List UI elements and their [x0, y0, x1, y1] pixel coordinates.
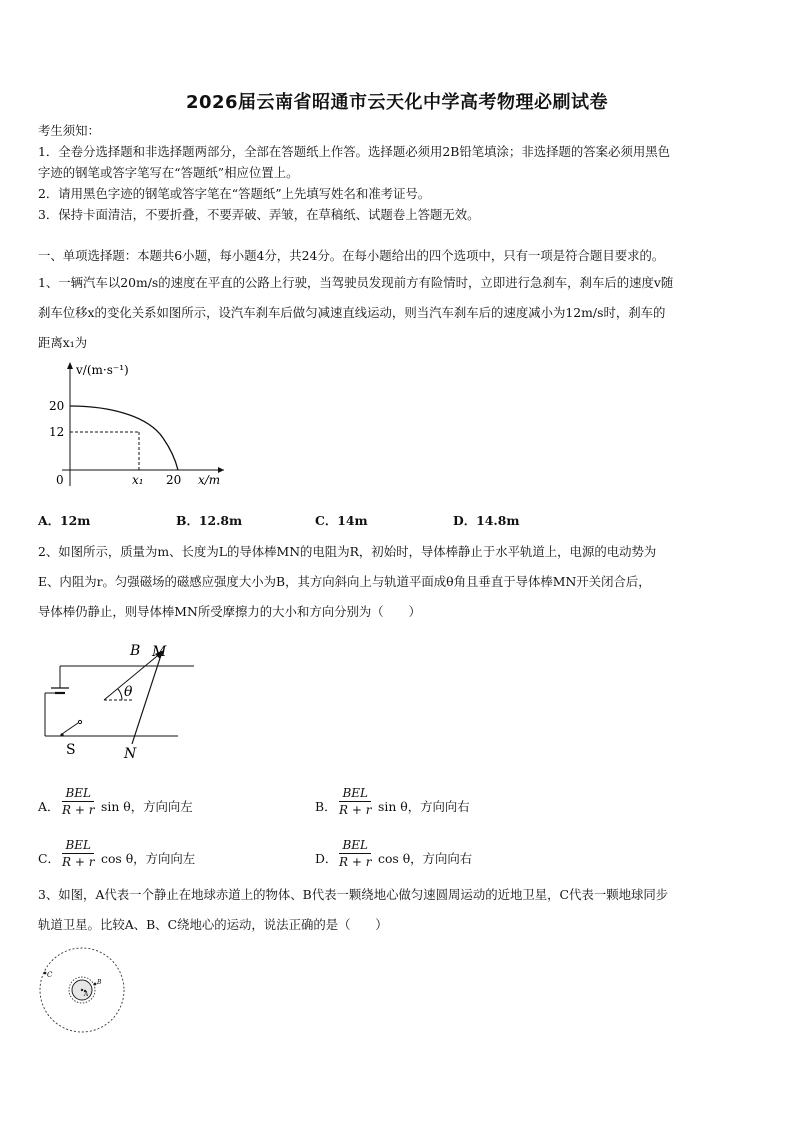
q2-option-b-fraction [339, 785, 371, 818]
q2-option-d-text: cos θ，方向向右 [378, 851, 473, 866]
q2-option-b-letter[interactable]: B． [315, 799, 337, 814]
label-m: M [152, 644, 167, 660]
q2-circuit-figure [38, 640, 208, 765]
notice-item: 1．全卷分选择题和非选择题两部分，全部在答题纸上作答。选择题必须用2B铅笔填涂；非选择题的答案必须用黑色 [38, 144, 671, 159]
fraction-denominator: R + r [62, 855, 95, 869]
label-b: B [97, 979, 102, 986]
q1-text: 距离x₁为 [38, 335, 88, 350]
q2-option-a-text: sin θ，方向向左 [101, 799, 193, 814]
section-heading: 一、单项选择题：本题共6小题，每小题4分，共24分。在每小题给出的四个选项中，只有一项是符合题目要求的。 [38, 248, 665, 263]
fraction-numerator: BEL [339, 785, 371, 802]
graph-ylabel: v/(m·s⁻¹) [76, 363, 129, 377]
q2-option-c-letter[interactable]: C． [38, 851, 60, 866]
fraction-numerator: BEL [339, 837, 371, 854]
label-a: A [84, 991, 89, 998]
earth-center [81, 989, 83, 991]
q2-option-c-text: cos θ，方向向左 [101, 851, 196, 866]
q1-option-a[interactable]: A．12m [38, 513, 91, 528]
label-s: S [66, 742, 76, 758]
satellite-c [44, 972, 47, 975]
q2-text: 导体棒仍静止，则导体棒MN所受摩擦力的大小和方向分别为（ ） [38, 604, 421, 619]
y-axis-arrow [67, 362, 73, 369]
notice-heading: 考生须知： [38, 123, 100, 138]
graph-x20: 20 [166, 473, 182, 487]
satellite-b [94, 983, 97, 986]
graph-origin: 0 [56, 473, 64, 487]
switch-blade [62, 723, 78, 734]
graph-y20: 20 [49, 399, 65, 413]
switch-contact [78, 720, 81, 723]
q2-option-d-fraction [339, 837, 371, 870]
graph-y12: 12 [49, 425, 65, 439]
q2-option-c-fraction [62, 837, 94, 870]
q2-option-a-letter[interactable]: A． [38, 799, 60, 814]
notice-item: 2．请用黑色字迹的钢笔或答字笔在“答题纸”上先填写姓名和准考证号。 [38, 186, 431, 201]
switch-pivot [60, 733, 63, 736]
v-x-curve [70, 406, 178, 470]
q1-option-b[interactable]: B．12.8m [176, 513, 243, 528]
q1-text: 刹车位移x的变化关系如图所示，设汽车刹车后做匀减速直线运动，则当汽车刹车后的速度减小为12m/s时，刹车的 [38, 305, 666, 320]
q1-text: 1、一辆汽车以20m/s的速度在平直的公路上行驶，当驾驶员发现前方有险情时，立即进行急刹车，刹车后的速度v随 [38, 275, 674, 290]
q2-text: E、内阻为r。匀强磁场的磁感应强度大小为B，其方向斜向上与轨道平面成θ角且垂直于导体棒MN开关闭合后， [38, 574, 651, 589]
page-title: 2026届云南省昭通市云天化中学高考物理必刷试卷 [185, 92, 609, 113]
q2-option-a-fraction [62, 785, 94, 818]
label-b: B [130, 643, 141, 659]
q3-orbit-figure [36, 946, 130, 1036]
fraction-denominator: R + r [339, 803, 372, 817]
notice-item: 字迹的钢笔或答字笔写在“答题纸”相应位置上。 [38, 165, 299, 180]
q2-option-d-letter[interactable]: D． [315, 851, 338, 866]
fraction-numerator: BEL [62, 785, 94, 802]
theta-arc [118, 689, 122, 700]
fraction-numerator: BEL [62, 837, 94, 854]
graph-x1: x₁ [132, 473, 144, 487]
q2-text: 2、如图所示，质量为m、长度为L的导体棒MN的电阻为R，初始时，导体棒静止于水平轨道上，电源的电动势为 [38, 544, 657, 559]
graph-xlabel: x/m [198, 473, 221, 487]
q1-option-c[interactable]: C．14m [315, 513, 368, 528]
fraction-denominator: R + r [62, 803, 95, 817]
label-theta: θ [124, 684, 133, 700]
q3-text: 3、如图，A代表一个静止在地球赤道上的物体、B代表一颗绕地心做匀速圆周运动的近地卫星，C代表一颗地球同步 [38, 887, 669, 902]
q2-option-b-text: sin θ，方向向右 [378, 799, 470, 814]
label-c: C [47, 971, 53, 979]
q1-option-d[interactable]: D．14.8m [453, 513, 520, 528]
q1-vx-graph [38, 358, 228, 498]
q3-text: 轨道卫星。比较A、B、C绕地心的运动，说法正确的是（ ） [38, 917, 388, 932]
label-n: N [124, 746, 137, 762]
notice-item: 3．保持卡面清洁，不要折叠，不要弄破、弄皱，在草稿纸、试题卷上答题无效。 [38, 207, 480, 222]
fraction-denominator: R + r [339, 855, 372, 869]
